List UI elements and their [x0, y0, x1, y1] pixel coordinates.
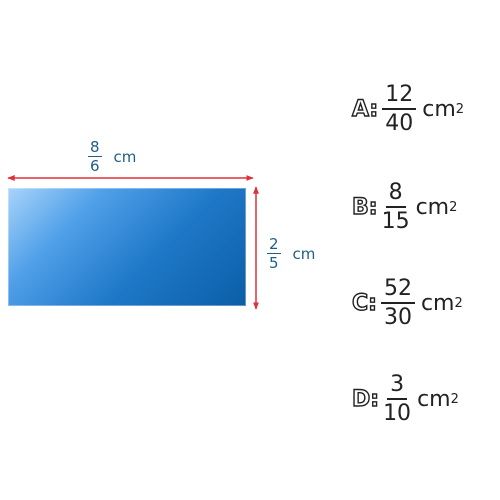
option-denominator: 15 [381, 209, 410, 234]
option-unit: cm [415, 195, 450, 220]
option-fraction [381, 278, 415, 329]
option-unit: cm [420, 291, 455, 316]
option-numerator: 8 [386, 182, 406, 208]
height-fraction [267, 237, 281, 271]
option-numerator: 12 [382, 84, 416, 110]
option-a[interactable] [352, 84, 464, 135]
height-numerator: 2 [269, 235, 279, 253]
option-exponent: 2 [450, 392, 459, 407]
option-denominator: 30 [383, 305, 412, 330]
option-d[interactable] [352, 374, 459, 425]
option-exponent: 2 [454, 296, 463, 311]
option-b[interactable] [352, 182, 457, 233]
width-denominator: 6 [90, 157, 100, 175]
width-label [88, 140, 136, 174]
option-letter: C: [352, 291, 377, 316]
blue-rectangle [8, 188, 246, 306]
option-fraction [382, 182, 410, 233]
option-numerator: 52 [381, 278, 415, 304]
option-fraction [383, 374, 411, 425]
option-letter: A: [352, 97, 379, 122]
height-label [267, 237, 315, 271]
height-unit: cm [292, 245, 316, 263]
option-letter: B: [352, 195, 378, 220]
width-unit: cm [113, 148, 137, 166]
height-denominator: 5 [269, 254, 279, 272]
width-numerator: 8 [90, 138, 100, 156]
option-unit: cm [417, 387, 451, 412]
option-denominator: 40 [385, 111, 414, 136]
option-denominator: 10 [383, 401, 412, 426]
width-fraction [88, 140, 102, 174]
option-letter: D: [352, 387, 380, 412]
option-numerator: 3 [387, 374, 407, 400]
option-exponent: 2 [455, 102, 465, 117]
option-fraction [382, 84, 416, 135]
option-exponent: 2 [449, 200, 458, 215]
option-unit: cm [422, 97, 456, 122]
option-c[interactable] [352, 278, 463, 329]
